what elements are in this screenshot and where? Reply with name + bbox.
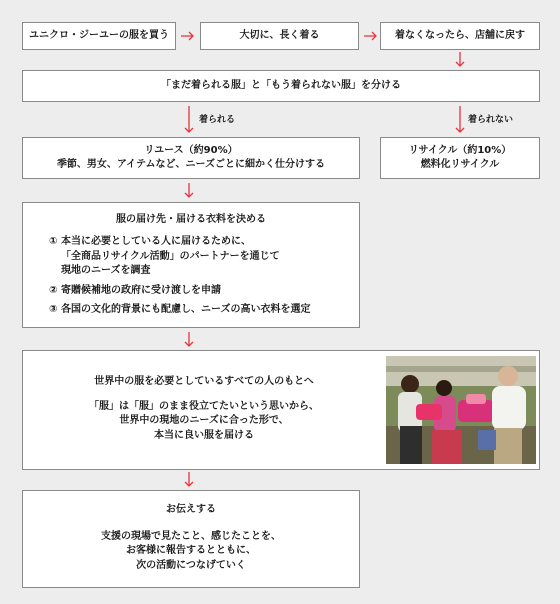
deliver-line1: 「服」は「服」のまま役立てたいという思いから、 bbox=[89, 400, 319, 412]
step-return-text: 着なくなったら、店舗に戻す bbox=[395, 29, 525, 41]
reuse-desc: 季節、男女、アイテムなど、ニーズごとに細かく仕分けする bbox=[56, 159, 326, 170]
decide-item1-line3: 現地のニーズを調査 bbox=[61, 265, 151, 276]
people-receiving-clothes-photo bbox=[386, 356, 536, 464]
report-line3: 次の活動につなげていく bbox=[136, 559, 246, 571]
step-return-box bbox=[380, 22, 540, 50]
recycle-desc: 燃料化リサイクル bbox=[420, 159, 500, 170]
arrow-down-icon bbox=[184, 472, 194, 488]
report-title: お伝えする bbox=[166, 504, 216, 515]
recycle-box bbox=[380, 137, 540, 179]
arrow-down-icon bbox=[455, 106, 465, 134]
decide-item3: ③ 各国の文化的背景にも配慮し、ニーズの高い衣料を選定 bbox=[49, 304, 311, 315]
deliver-line2: 世界中の現地のニーズに合った形で、 bbox=[119, 415, 289, 426]
arrow-down-icon bbox=[184, 106, 194, 134]
decide-item1-line1: ① 本当に必要としている人に届けるために、 bbox=[49, 236, 251, 247]
arrow-down-icon bbox=[184, 332, 194, 348]
report-box bbox=[22, 490, 360, 588]
arrow-down-icon bbox=[455, 52, 465, 68]
report-line2: お客様に報告するとともに、 bbox=[126, 545, 256, 556]
arrow-down-icon bbox=[184, 183, 194, 199]
decide-item1-line2: 「全商品リサイクル活動」のパートナーを通じて bbox=[61, 250, 280, 262]
branch-label-unwearable: 着られない bbox=[468, 115, 514, 125]
arrow-right-icon bbox=[181, 31, 195, 41]
step-buy-box bbox=[22, 22, 176, 50]
decide-item2: ② 寄贈候補地の政府に受け渡しを申請 bbox=[49, 284, 221, 296]
deliver-line3: 本当に良い服を届ける bbox=[154, 429, 254, 441]
recycle-title: リサイクル（約10%） bbox=[408, 144, 512, 156]
sort-text: 「まだ着られる服」と「もう着られない服」を分ける bbox=[161, 79, 401, 91]
reuse-box bbox=[22, 137, 360, 179]
step-buy-text: ユニクロ・ジーユーの服を買う bbox=[29, 29, 169, 41]
reuse-title: リユース（約90%） bbox=[144, 144, 238, 156]
report-line1: 支援の現場で見たこと、感じたことを、 bbox=[101, 530, 281, 542]
step-wear-text: 大切に、長く着る bbox=[239, 29, 320, 41]
arrow-right-icon bbox=[364, 31, 378, 41]
sort-box bbox=[22, 70, 540, 102]
decide-title: 服の届け先・届ける衣料を決める bbox=[116, 214, 266, 225]
deliver-title: 世界中の服を必要としているすべての人のもとへ bbox=[94, 376, 314, 387]
decide-box bbox=[22, 202, 360, 328]
step-wear-box bbox=[200, 22, 359, 50]
branch-label-wearable: 着られる bbox=[199, 115, 236, 125]
